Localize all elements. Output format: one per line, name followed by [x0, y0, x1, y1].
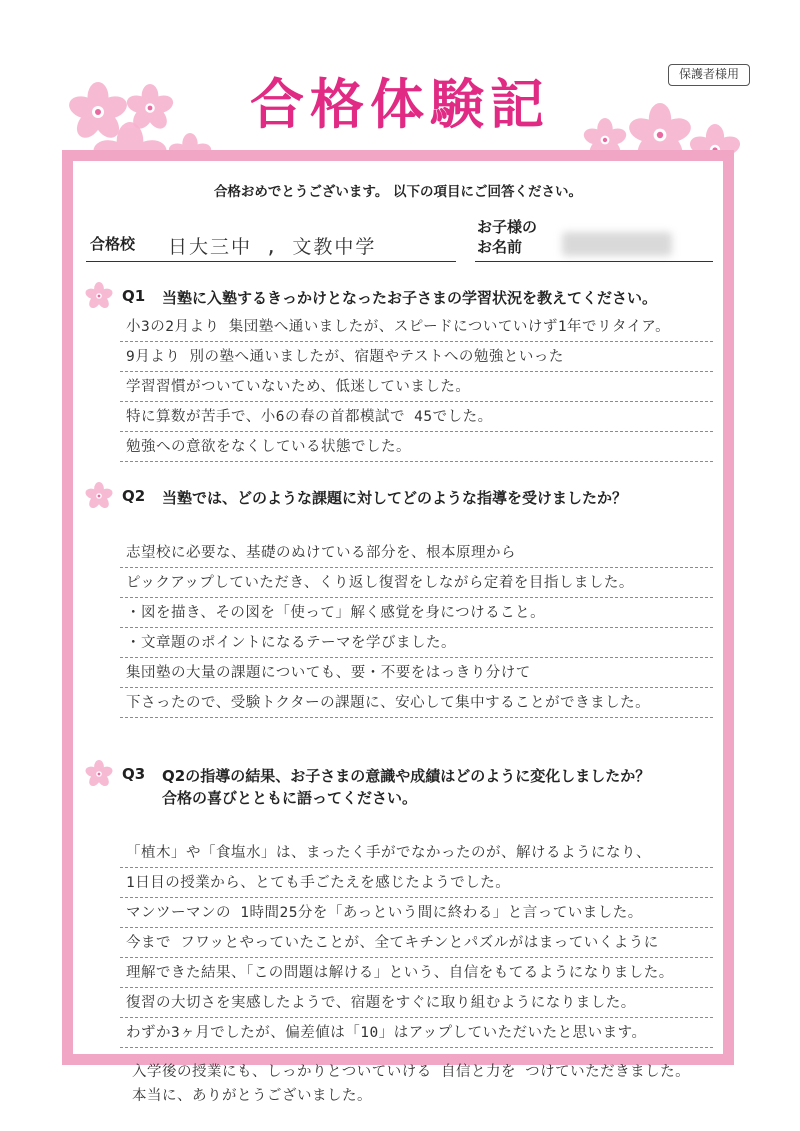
guardian-badge: 保護者様用	[668, 64, 750, 86]
answer-1-line: 勉強への意欲をなくしている状態でした。	[120, 432, 713, 462]
answer-3-line: 1日目の授業から、とても手ごたえを感じたようでした。	[120, 868, 713, 898]
answer-3-line: 復習の大切さを実感したようで、宿題をすぐに取り組むようになりました。	[120, 988, 713, 1018]
flower-bullet-icon	[84, 481, 114, 511]
flower-bullet-icon	[84, 759, 114, 789]
answer-2-lines	[120, 538, 713, 718]
school-underline	[86, 261, 456, 262]
answer-3-lines	[120, 838, 713, 1048]
answer-1-line: 学習習慣がついていないため、低迷していました。	[120, 372, 713, 402]
question-1-text: 当塾に入塾するきっかけとなったお子さまの学習状況を教えてください。	[162, 289, 658, 307]
school-label: 合格校	[90, 235, 136, 253]
answer-1-line: 9月より 別の塾へ通いましたが、宿題やテストへの勉強といった	[120, 342, 713, 372]
greeting-text: 合格おめでとうございます。 以下の項目にご回答ください。	[213, 184, 583, 200]
question-3-subtext: 合格の喜びとともに語ってください。	[162, 789, 418, 807]
answer-2-line: 志望校に必要な、基礎のぬけている部分を、根本原理から	[120, 538, 713, 568]
question-3	[122, 765, 650, 809]
name-underline	[475, 261, 713, 262]
answer-2-line: 集団塾の大量の課題についても、要・不要をはっきり分けて	[120, 658, 713, 688]
answer-3-line: 今まで フワッとやっていたことが、全てキチンとパズルがはまっていくように	[120, 928, 713, 958]
answer-1-line: 小3の2月より 集団塾へ通いましたが、スピードについていけず1年でリタイア。	[120, 312, 713, 342]
answer-3-overflow	[118, 1060, 728, 1108]
question-3-number: Q3	[122, 765, 146, 783]
answer-3-overflow-line: 入学後の授業にも、しっかりとついていける 自信と力を つけていただきました。	[132, 1064, 691, 1080]
page-title: 合格体験記	[250, 72, 550, 136]
question-3-text: Q2の指導の結果、お子さまの意識や成績はどのように変化しましたか？	[162, 767, 651, 785]
answer-1-lines	[120, 312, 713, 462]
answer-3-line: マンツーマンの 1時間25分を「あっという間に終わる」と言っていました。	[120, 898, 713, 928]
flower-bullet-icon	[84, 281, 114, 311]
question-1-number: Q1	[122, 287, 146, 305]
answer-3-line: わずか3ヶ月でしたが、偏差値は「10」はアップしていただいたと思います。	[120, 1018, 713, 1048]
question-2-text: 当塾では、どのような課題に対してどのような指導を受けましたか？	[162, 489, 628, 507]
question-2	[122, 487, 627, 509]
answer-2-line: ピックアップしていただき、くり返し復習をしながら定着を目指しました。	[120, 568, 713, 598]
school-value: 日大三中 , 文教中学	[168, 236, 377, 258]
answer-1-line: 特に算数が苦手で、小6の春の首都模試で 45でした。	[120, 402, 713, 432]
answer-2-line: ・文章題のポイントになるテーマを学びました。	[120, 628, 713, 658]
answer-3-overflow-line: 本当に、ありがとうございました。	[132, 1088, 372, 1104]
child-name-label-2: お名前	[477, 238, 523, 256]
answer-2-line: 下さったので、受験トクターの課題に、安心して集中することができました。	[120, 688, 713, 718]
redacted-name	[562, 232, 672, 256]
question-1	[122, 287, 657, 309]
question-2-number: Q2	[122, 487, 146, 505]
child-name-label-1: お子様の	[477, 218, 538, 236]
answer-3-line: 「植木」や「食塩水」は、まったく手がでなかったのが、解けるようになり、	[120, 838, 713, 868]
answer-3-line: 理解できた結果、「この問題は解ける」という、自信をもてるようになりました。	[120, 958, 713, 988]
answer-2-line: ・図を描き、その図を「使って」解く感覚を身につけること。	[120, 598, 713, 628]
